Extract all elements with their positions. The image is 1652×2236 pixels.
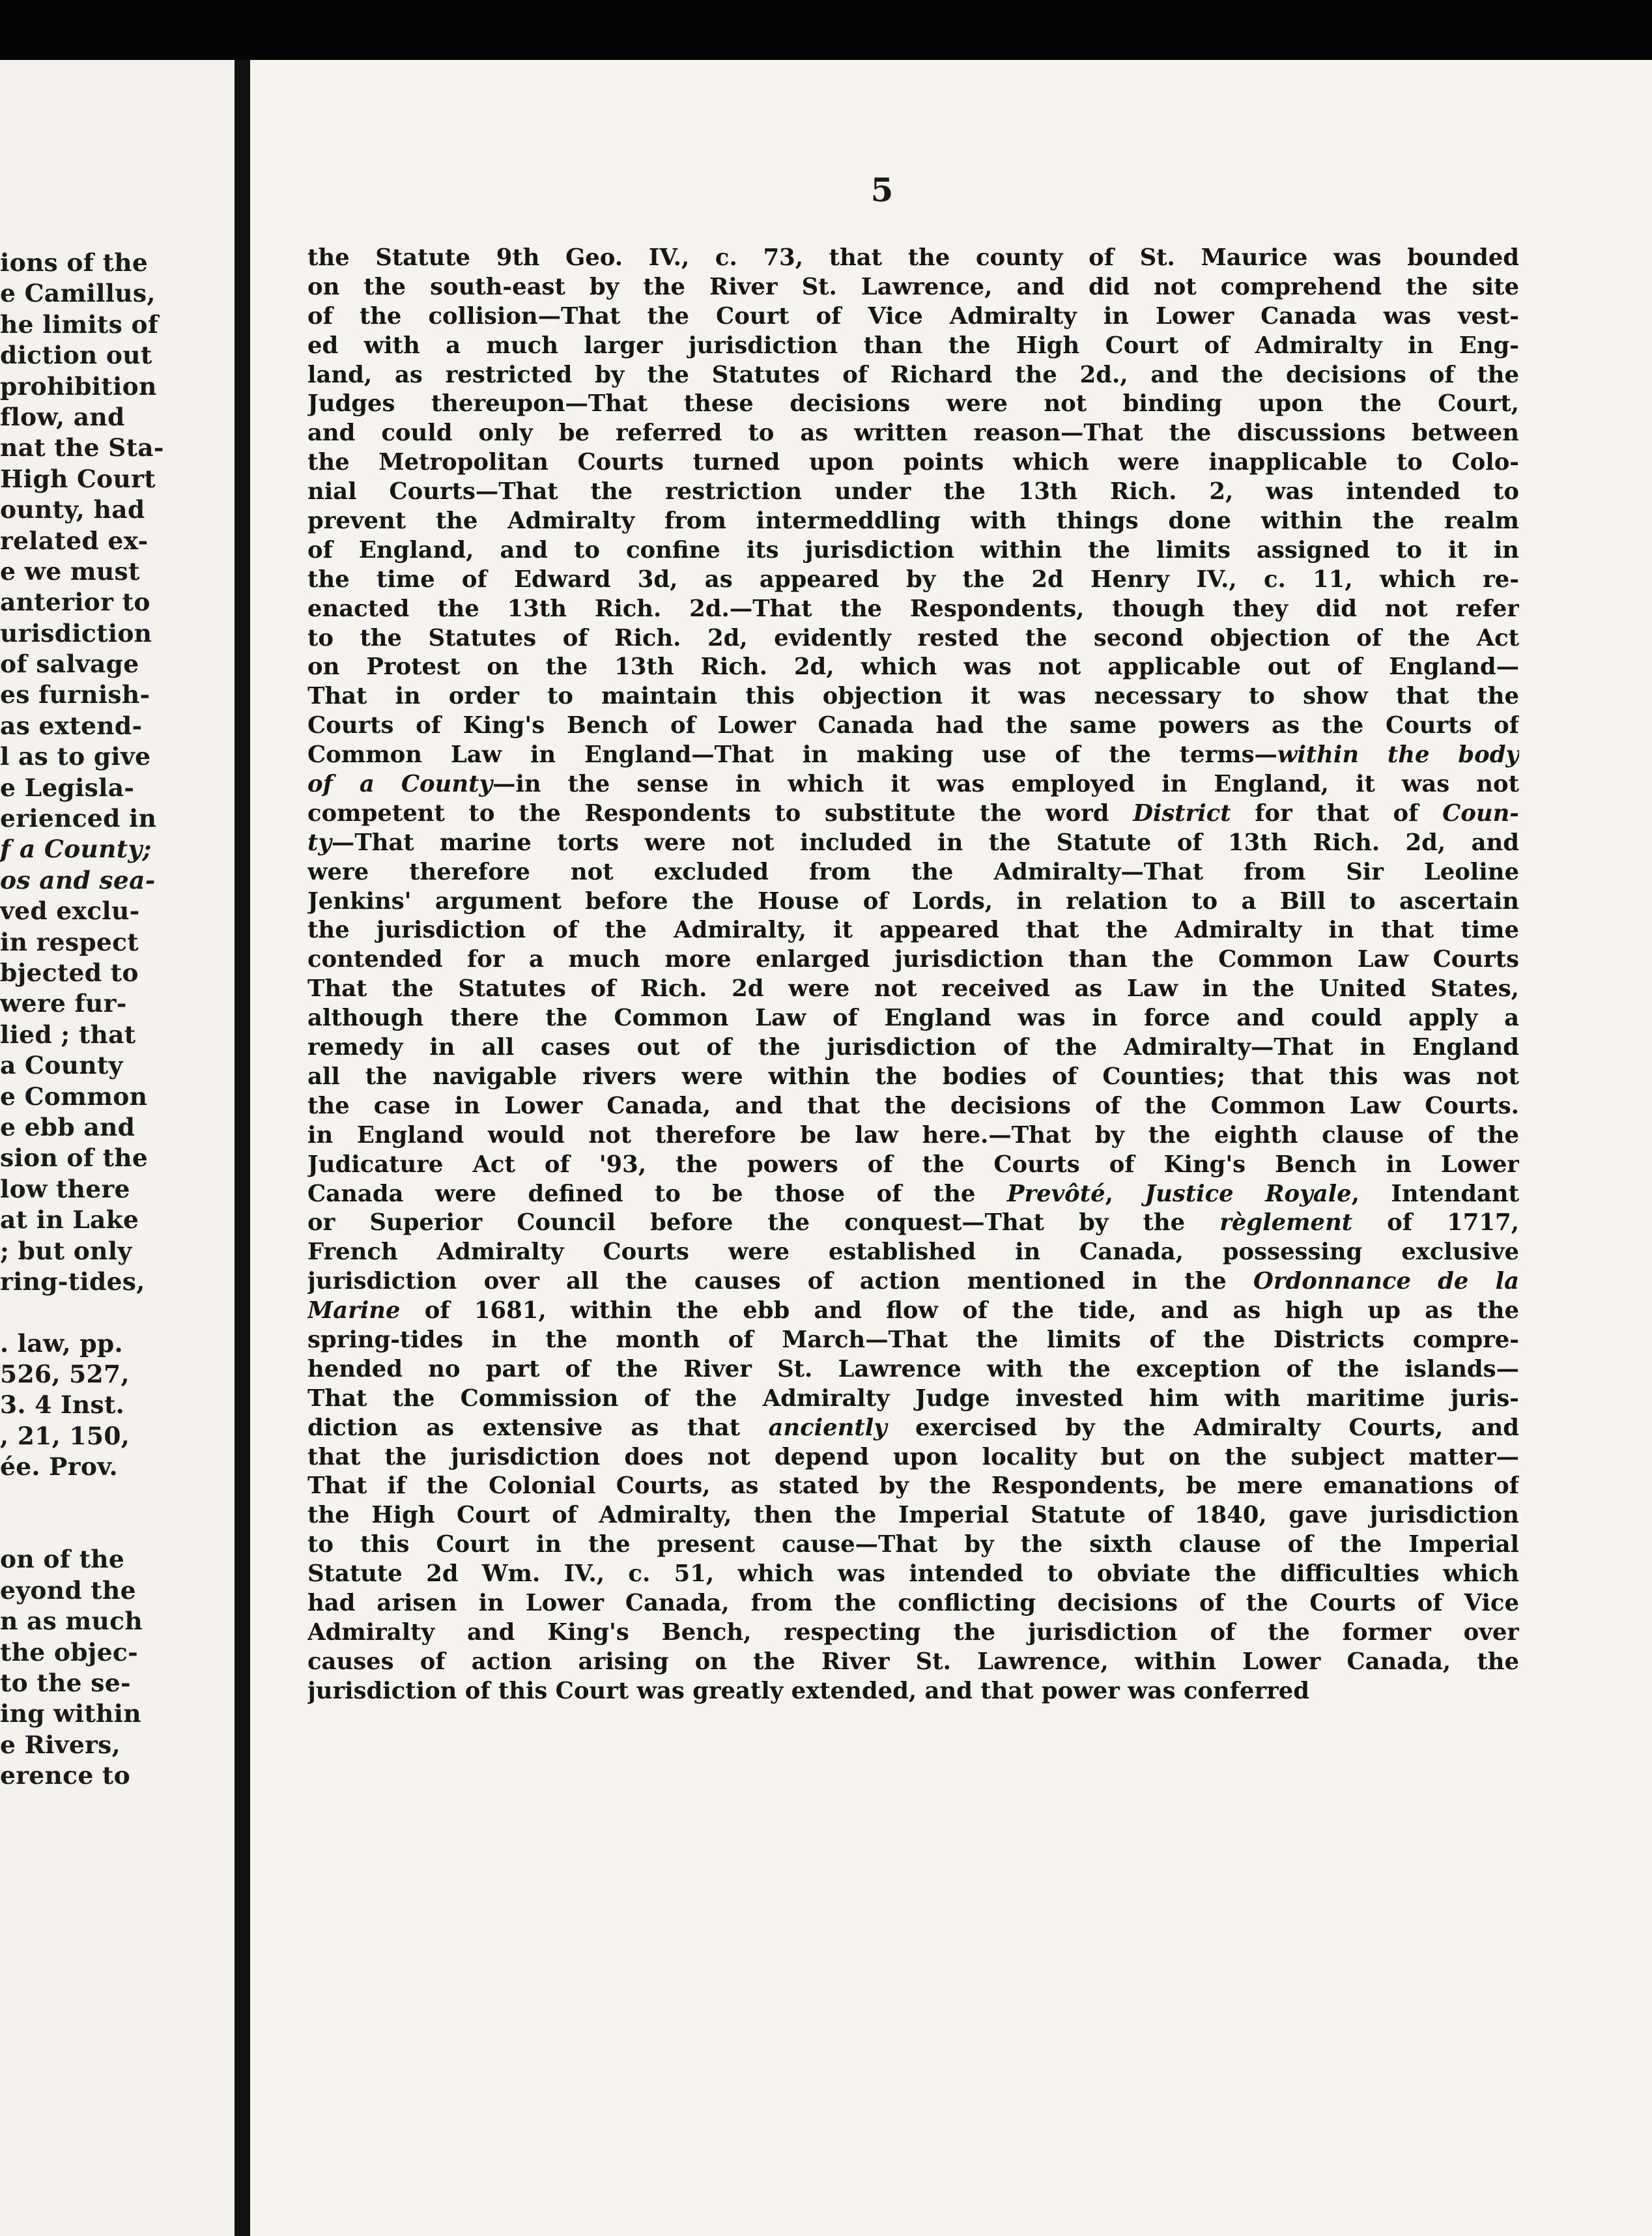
- fragment-line: lied ; that: [0, 1020, 136, 1049]
- text-segment: in England would not therefore be law here.—That by the eighth clause of the: [307, 1121, 1519, 1149]
- text-line: [307, 624, 1519, 653]
- body-text: [307, 244, 1519, 1706]
- fragment-line: flow, and: [0, 402, 125, 431]
- text-line: [307, 711, 1519, 741]
- fragment-line: e Rivers,: [0, 1730, 121, 1759]
- text-segment: of England, and to confine its jurisdiction within the limits assigned to it in: [307, 536, 1519, 564]
- fragment-line: ée. Prov.: [0, 1452, 118, 1482]
- text-line: [307, 1326, 1519, 1355]
- fragment-line: prohibition: [0, 371, 157, 401]
- fragment-line: e Common: [0, 1082, 148, 1111]
- italic-text: Prevôté: [1006, 1180, 1105, 1207]
- fragment-line: ring-tides,: [0, 1267, 145, 1296]
- text-line: [307, 916, 1519, 945]
- previous-page-text: [0, 248, 235, 1792]
- italic-text: Coun-: [1442, 799, 1519, 827]
- text-segment: prevent the Admiralty from intermeddling with things done within the realm: [307, 508, 1519, 535]
- text-segment: on Protest on the 13th Rich. 2d, which was not applicable out of England—: [307, 653, 1519, 681]
- text-line: [307, 887, 1519, 917]
- fragment-line: to the se-: [0, 1668, 131, 1697]
- text-line: [307, 1443, 1519, 1472]
- fragment-line: e Camillus,: [0, 279, 156, 308]
- text-line: [307, 1355, 1519, 1384]
- text-line: [307, 1618, 1519, 1648]
- fragment-line: , 21, 150,: [0, 1421, 130, 1450]
- italic-text: of a County: [307, 771, 493, 798]
- text-segment: exercised by the Admiralty Courts, and: [887, 1414, 1519, 1441]
- text-line: [307, 536, 1519, 566]
- text-line: [307, 595, 1519, 624]
- text-segment: the jurisdiction of the Admiralty, it appeared that the Admiralty in that time: [307, 917, 1519, 944]
- text-segment: of 1717,: [1352, 1209, 1519, 1237]
- text-line: [307, 1238, 1519, 1267]
- text-line: [307, 829, 1519, 858]
- text-line: [307, 1121, 1519, 1151]
- fragment-line: urisdiction: [0, 618, 152, 648]
- text-segment: had arisen in Lower Canada, from the conflicting decisions of the Courts of Vice: [307, 1589, 1519, 1616]
- fragment-line: erence to: [0, 1761, 130, 1790]
- text-line: [307, 741, 1519, 770]
- fragment-line: 3. 4 Inst.: [0, 1390, 125, 1420]
- fragment-line: os and sea-: [0, 865, 156, 895]
- text-segment: Statute 2d Wm. IV., c. 51, which was intended to obviate the difficulties which: [307, 1560, 1519, 1588]
- fragment-line: f a County;: [0, 835, 152, 864]
- fragment-line: [0, 1297, 235, 1328]
- text-segment: causes of action arising on the River St. Lawrence, within Lower Canada, the: [307, 1648, 1519, 1675]
- fragment-line: ounty, had: [0, 495, 145, 524]
- text-segment: enacted the 13th Rich. 2d.—That the Respondents, though they did not refer: [307, 595, 1519, 622]
- fragment-line: he limits of: [0, 309, 159, 339]
- text-segment: That if the Colonial Courts, as stated by the Respondents, be mere emanations of: [307, 1472, 1519, 1500]
- text-segment: or Superior Council before the conquest—That by the: [307, 1209, 1220, 1237]
- text-segment: that the jurisdiction does not depend upon locality but on the subject matter—: [307, 1443, 1519, 1470]
- text-segment: of 1681, within the ebb and flow of the tide, and as high up as the: [400, 1297, 1519, 1325]
- italic-text: ty: [307, 829, 332, 856]
- text-line: [307, 682, 1519, 711]
- fragment-line: e Legisla-: [0, 773, 135, 802]
- text-line: [307, 1501, 1519, 1530]
- text-segment: Canada were defined to be those of the: [307, 1180, 1007, 1207]
- text-segment: remedy in all cases out of the jurisdiction of the Admiralty—That in England: [307, 1034, 1519, 1061]
- text-segment: , Intendant: [1351, 1180, 1519, 1207]
- text-line: [307, 419, 1519, 448]
- text-segment: the time of Edward 3d, as appeared by the 2d Henry IV., c. 11, which re-: [307, 566, 1519, 593]
- binding-gutter: [235, 60, 250, 2236]
- text-segment: the Statute 9th Geo. IV., c. 73, that the county of St. Maurice was bounded: [307, 244, 1519, 271]
- text-line: [307, 1648, 1519, 1677]
- fragment-line: low there: [0, 1174, 130, 1203]
- text-segment: jurisdiction over all the causes of action mentioned in the: [307, 1268, 1253, 1295]
- text-segment: the case in Lower Canada, and that the decisions of the Common Law Courts.: [307, 1092, 1519, 1119]
- text-line: [307, 1530, 1519, 1560]
- fragment-line: [0, 1513, 235, 1544]
- fragment-line: ions of the: [0, 248, 149, 277]
- italic-text: règlement: [1219, 1209, 1353, 1237]
- text-segment: on the south-east by the River St. Lawrence, and did not comprehend the site: [307, 273, 1519, 300]
- fragment-line: n as much: [0, 1607, 143, 1636]
- fragment-line: diction out: [0, 341, 152, 370]
- text-line: [307, 1209, 1519, 1238]
- text-line: [307, 1180, 1519, 1209]
- text-line: [307, 1677, 1519, 1706]
- italic-text: within the body: [1277, 741, 1519, 769]
- text-line: [307, 1063, 1519, 1092]
- fragment-line: ing within: [0, 1699, 141, 1728]
- fragment-line: eyond the: [0, 1575, 136, 1605]
- text-line: [307, 1267, 1519, 1297]
- page: [250, 60, 1652, 2236]
- text-segment: were therefore not excluded from the Admiralty—That from Sir Leoline: [307, 858, 1519, 885]
- text-segment: —in the sense in which it was employed in England, it was not: [492, 771, 1519, 798]
- text-segment: That the Commission of the Admiralty Judge invested him with maritime juris-: [307, 1384, 1519, 1412]
- text-line: [307, 1151, 1519, 1180]
- text-line: [307, 1384, 1519, 1414]
- text-segment: all the navigable rivers were within the bodies of Counties; that this was not: [307, 1063, 1519, 1090]
- italic-text: Marine: [307, 1297, 401, 1325]
- text-line: [307, 1414, 1519, 1443]
- fragment-line: in respect: [0, 927, 139, 956]
- text-line: [307, 1297, 1519, 1326]
- fragment-line: the objec-: [0, 1637, 138, 1667]
- italic-text: District: [1133, 799, 1231, 827]
- text-segment: —That marine torts were not included in the Statute of 13th Rich. 2d, and: [331, 829, 1519, 856]
- text-segment: Courts of King's Bench of Lower Canada had the same powers as the Courts of: [307, 712, 1519, 739]
- text-line: [307, 507, 1519, 536]
- italic-text: anciently: [768, 1414, 887, 1441]
- text-line: [307, 302, 1519, 332]
- text-line: [307, 566, 1519, 595]
- text-segment: to the Statutes of Rich. 2d, evidently rested the second objection of the Act: [307, 624, 1519, 652]
- fragment-line: erienced in: [0, 804, 157, 833]
- text-segment: competent to the Respondents to substitute the word: [307, 799, 1133, 827]
- text-line: [307, 1560, 1519, 1589]
- text-segment: jurisdiction of this Court was greatly extended, and that power was conferred: [307, 1677, 1310, 1704]
- fragment-line: nat the Sta-: [0, 433, 164, 463]
- text-line: [307, 273, 1519, 302]
- fragment-line: ved exclu-: [0, 896, 140, 926]
- previous-page-fragment: [0, 60, 235, 2236]
- fragment-line: e ebb and: [0, 1112, 135, 1141]
- fragment-line: High Court: [0, 464, 156, 493]
- text-line: [307, 1033, 1519, 1063]
- fragment-line: e we must: [0, 556, 140, 586]
- text-line: [307, 244, 1519, 273]
- page-number: 5: [870, 171, 894, 209]
- text-segment: Admiralty and King's Bench, respecting the jurisdiction of the former over: [307, 1618, 1519, 1646]
- text-segment: contended for a much more enlarged jurisdiction than the Common Law Courts: [307, 946, 1519, 973]
- text-segment: land, as restricted by the Statutes of Richard the 2d., and the decisions of the: [307, 361, 1519, 388]
- text-segment: spring-tides in the month of March—That the limits of the Districts compre-: [307, 1326, 1519, 1353]
- text-line: [307, 1472, 1519, 1501]
- fragment-line: . law, pp.: [0, 1328, 123, 1358]
- text-line: [307, 1092, 1519, 1121]
- text-segment: French Admiralty Courts were established in Canada, possessing exclusive: [307, 1239, 1519, 1266]
- fragment-line: related ex-: [0, 526, 149, 555]
- text-segment: That the Statutes of Rich. 2d were not received as Law in the United States,: [307, 975, 1519, 1003]
- text-segment: the High Court of Admiralty, then the Imperial Statute of 1840, gave jurisdiction: [307, 1502, 1519, 1529]
- text-line: [307, 478, 1519, 507]
- text-segment: Jenkins' argument before the House of Lords, in relation to a Bill to ascertain: [307, 887, 1519, 915]
- text-segment: and could only be referred to as written reason—That the discussions between: [307, 420, 1519, 447]
- text-line: [307, 858, 1519, 887]
- fragment-line: bjected to: [0, 958, 139, 987]
- text-line: [307, 653, 1519, 682]
- fragment-line: of salvage: [0, 650, 139, 679]
- text-segment: of the collision—That the Court of Vice Admiralty in Lower Canada was vest-: [307, 302, 1519, 330]
- text-segment: the Metropolitan Courts turned upon points which were inapplicable to Colo-: [307, 449, 1519, 476]
- text-line: [307, 799, 1519, 829]
- italic-text: Justice Royale: [1145, 1180, 1352, 1207]
- text-line: [307, 945, 1519, 975]
- text-segment: Common Law in England—That in making use of the terms—: [307, 741, 1277, 769]
- text-segment: hended no part of the River St. Lawrence with the exception of the islands—: [307, 1355, 1519, 1383]
- fragment-line: sion of the: [0, 1143, 149, 1173]
- text-line: [307, 390, 1519, 419]
- text-line: [307, 1589, 1519, 1618]
- text-segment: Judicature Act of '93, the powers of the Courts of King's Bench in Lower: [307, 1151, 1519, 1178]
- text-segment: for that of: [1231, 799, 1443, 827]
- text-segment: ,: [1105, 1180, 1145, 1207]
- text-segment: diction as extensive as that: [307, 1414, 769, 1441]
- fragment-line: on of the: [0, 1545, 125, 1574]
- text-segment: although there the Common Law of England was in force and could apply a: [307, 1005, 1519, 1032]
- fragment-line: were fur-: [0, 989, 127, 1018]
- text-line: [307, 770, 1519, 799]
- text-line: [307, 332, 1519, 361]
- fragment-line: a County: [0, 1051, 123, 1080]
- text-segment: That in order to maintain this objection it was necessary to show that the: [307, 683, 1519, 710]
- text-line: [307, 361, 1519, 390]
- text-segment: ed with a much larger jurisdiction than the High Court of Admiralty in Eng-: [307, 332, 1519, 359]
- text-line: [307, 1004, 1519, 1033]
- fragment-line: 526, 527,: [0, 1360, 130, 1389]
- text-line: [307, 448, 1519, 478]
- text-segment: Judges thereupon—That these decisions were not binding upon the Court,: [307, 390, 1519, 418]
- text-segment: to this Court in the present cause—That by the sixth clause of the Imperial: [307, 1531, 1519, 1558]
- fragment-line: es furnish-: [0, 680, 150, 710]
- fragment-line: [0, 1483, 235, 1513]
- fragment-line: anterior to: [0, 588, 150, 617]
- fragment-line: ; but only: [0, 1236, 132, 1265]
- italic-text: Ordonnance de la: [1253, 1268, 1519, 1295]
- fragment-line: at in Lake: [0, 1205, 139, 1235]
- text-line: [307, 975, 1519, 1004]
- fragment-line: as extend-: [0, 711, 143, 740]
- text-segment: nial Courts—That the restriction under the 13th Rich. 2, was intended to: [307, 478, 1519, 506]
- fragment-line: l as to give: [0, 742, 151, 771]
